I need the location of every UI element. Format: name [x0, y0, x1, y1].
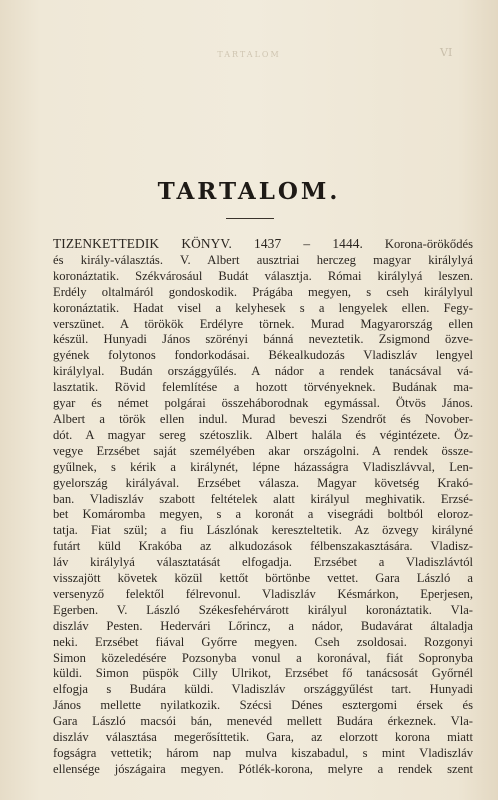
text-line: diszláv Pesten. Hedervári Lőrincz, a nádor, Budavárat általadja	[53, 618, 473, 633]
text-line: gyűlnek, s kérik a királynét, lépne házasságra Vladiszlávval, Len-	[53, 459, 473, 474]
text-line: koronáztatik. Hadat visel a kelyhesek s a lengyelek ellen. Fegy-	[53, 300, 473, 315]
contents-paragraph	[53, 236, 473, 778]
text-line: Simon közeledésére Pozsonyba vonul a koronával, fiát Sopronyba	[53, 650, 473, 665]
text-line: koronáztatik. Székvárosául Budát választja. Római királylyá leszen.	[53, 268, 473, 283]
text-line: futárt küld Krakóba az alkudozások félbenszakasztására. Vladisz-	[53, 539, 473, 554]
text-line: Egerben. V. László Székesfehérvárott királyul koronáztatik. Vla-	[53, 602, 473, 617]
text-line: gyelország királyával. Erzsébet válasza. Magyar követség Krakó-	[53, 475, 473, 490]
text-line: bet Komáromba megyen, s a koronát a visegrádi boltból eloroz-	[53, 507, 473, 522]
text-line: Gara László macsói bán, menevéd mellett Budára érkeznek. Vla-	[53, 714, 473, 729]
text-line: királylyal. Budán országgyűlés. A nádor a rendek tanácsával vá-	[53, 364, 473, 379]
text-line: dót. A magyar sereg szétoszlik. Albert halála és végintézete. Öz-	[53, 427, 473, 442]
title-rule	[226, 218, 274, 219]
text-line: neki. Erzsébet fiával Győrre megyen. Cseh zsoldosai. Rozgonyi	[53, 634, 473, 649]
text-line: visszajött követek közül kettőt börtönbe vettet. Gara László a	[53, 571, 473, 586]
text-line: láv királylyá választatását elfogadja. Erzsébet a Vladiszlávtól	[53, 555, 473, 570]
page-title: TARTALOM.	[157, 178, 341, 205]
text-line: vegye Erzsébet saját személyében akar országolni. A rendek össze-	[53, 443, 473, 458]
text-line: ban. Vladiszláv szabott feltételek alatt királyul meghivatik. Erzsé-	[53, 491, 473, 506]
text-line: küldi. Simon püspök Cilly Ulrikot, Erzsébet fő tanácsosát Győrnél	[53, 666, 473, 681]
text-line: ellensége jószágaira megyen. Pótlék-korona, melyre a rendek szent	[53, 761, 473, 776]
text-line: TIZENKETTEDIK KÖNYV. 1437 – 1444. Korona-örökődés	[53, 236, 474, 251]
text-line: diszláv választása megerősíttetik. Gara, az elorzott korona miatt	[53, 730, 473, 745]
text-line: Albert a török ellen indul. Murad beveszi Szendrőt és Novober-	[53, 411, 473, 426]
text-line: versenyző felektől félrevonul. Vladiszláv Késmárkon, Eperjesen,	[53, 586, 473, 601]
book-heading: TIZENKETTEDIK KÖNYV. 1437 – 1444.	[53, 236, 363, 251]
text-line: elfogja s Budára küldi. Vladiszláv országgyűlést tart. Hunyadi	[53, 682, 473, 697]
text-line: és király-választás. V. Albert ausztriai herczeg magyar királylyá	[53, 252, 473, 267]
text-line: gyar és német polgárai összeháborodnak egymással. Ötvös János.	[53, 396, 473, 411]
text-line: Erdély oltalmáról gondoskodik. Prágába megyen, s cseh királylyul	[53, 284, 473, 299]
text-line: lasztatik. Rövid felemlítése a hozott törvényeknek. Budának ma-	[53, 380, 473, 395]
text-line: verszünet. A törökök Erdélyre törnek. Murad Magyarország ellen	[53, 316, 473, 331]
text-line: tatja. Fiat szül; a fiu Lászlónak kereszteltetik. Az özvegy királyné	[53, 523, 473, 538]
running-head: TARTALOM	[217, 50, 281, 59]
text-line: készül. Hunyadi János szörényi bánná neveztetik. Zsigmond özve-	[53, 332, 473, 347]
text-line: gyének folytonos fondorkodásai. Békealkudozás Vladiszláv lengyel	[53, 348, 473, 363]
text-line: János mellette nyilatkozik. Szécsi Dénes esztergomi érsek és	[53, 698, 473, 713]
page-folio: VI	[440, 46, 453, 59]
text-line: fogságra vettetik; három nap mulva kiszabadul, s mint Vladiszláv	[53, 746, 473, 760]
